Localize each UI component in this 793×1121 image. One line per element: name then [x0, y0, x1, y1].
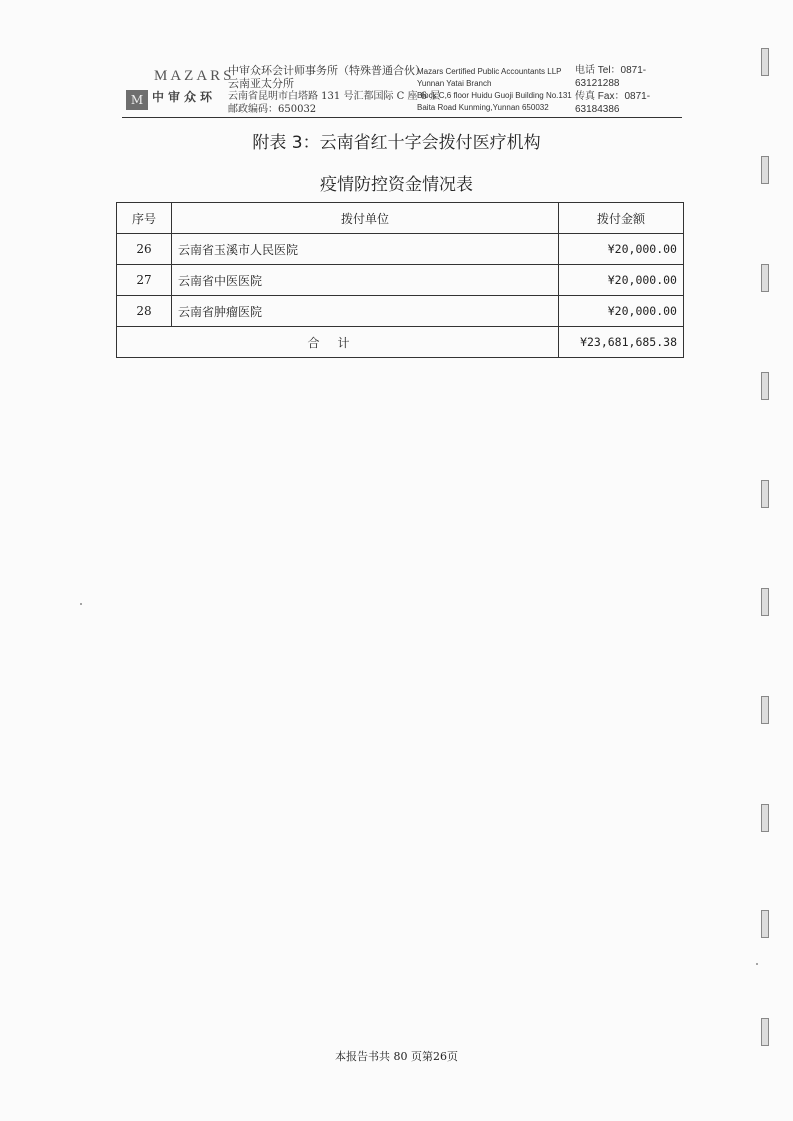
scan-speck	[80, 603, 82, 605]
fax: 传真 Fax：0871-63184386	[575, 91, 651, 115]
row-unit: 云南省中医医院	[172, 265, 559, 296]
postcode-cn: 邮政编码：650032	[228, 104, 317, 115]
scan-speck	[756, 963, 758, 965]
address-en-line1: Block C,6 floor Huidu Guoji Building No.131	[417, 91, 572, 100]
binder-mark	[761, 696, 769, 724]
row-no: 28	[117, 296, 172, 327]
binder-mark	[761, 48, 769, 76]
mazars-logo	[122, 68, 235, 108]
binder-mark	[761, 264, 769, 292]
binder-mark	[761, 910, 769, 938]
funds-table	[116, 202, 684, 358]
header-divider	[122, 117, 682, 118]
header-no: 序号	[117, 203, 172, 234]
table-header-row	[117, 203, 684, 234]
firm-name-cn: 中审众环会计师事务所（特殊普通合伙）	[228, 64, 426, 77]
row-unit: 云南省玉溪市人民医院	[172, 234, 559, 265]
firm-name-en: Mazars Certified Public Accountants LLP	[417, 67, 562, 76]
binder-mark	[761, 804, 769, 832]
letterhead	[122, 60, 682, 118]
address-cn: 云南省昆明市白塔路 131 号汇都国际 C 座 6 层	[228, 91, 441, 102]
header-unit: 拨付单位	[172, 203, 559, 234]
binder-mark	[761, 372, 769, 400]
logo-wordmark: MAZARS	[154, 68, 235, 84]
page-title: 附表 3：云南省红十字会拨付医疗机构	[252, 133, 541, 153]
binder-mark	[761, 480, 769, 508]
binder-mark	[761, 1018, 769, 1046]
branch-name-cn: 云南亚太分所	[228, 77, 294, 90]
page-footer: 本报告书共 80 页第26页	[335, 1050, 458, 1063]
row-unit: 云南省肿瘤医院	[172, 296, 559, 327]
address-en-line2: Baita Road Kunming,Yunnan 650032	[417, 103, 549, 112]
table-row	[117, 296, 684, 327]
total-amount: ¥23,681,685.38	[559, 327, 684, 358]
row-no: 26	[117, 234, 172, 265]
table-row	[117, 234, 684, 265]
total-row	[117, 327, 684, 358]
letterhead-cn-address	[228, 64, 440, 116]
header-amount: 拨付金额	[559, 203, 684, 234]
logo-mark: M	[126, 90, 148, 110]
binder-mark	[761, 156, 769, 184]
binder-mark	[761, 588, 769, 616]
row-amount: ¥20,000.00	[559, 234, 684, 265]
letterhead-en-address	[417, 66, 572, 114]
page-subtitle: 疫情防控资金情况表	[320, 175, 473, 195]
total-label: 合计	[117, 327, 559, 358]
row-amount: ¥20,000.00	[559, 265, 684, 296]
logo-cn-name: 中审众环	[152, 90, 217, 104]
row-no: 27	[117, 265, 172, 296]
branch-name-en: Yunnan Yatai Branch	[417, 79, 492, 88]
table-row	[117, 265, 684, 296]
row-amount: ¥20,000.00	[559, 296, 684, 327]
telephone: 电话 Tel：0871-63121288	[575, 65, 647, 89]
letterhead-contact	[575, 64, 682, 116]
